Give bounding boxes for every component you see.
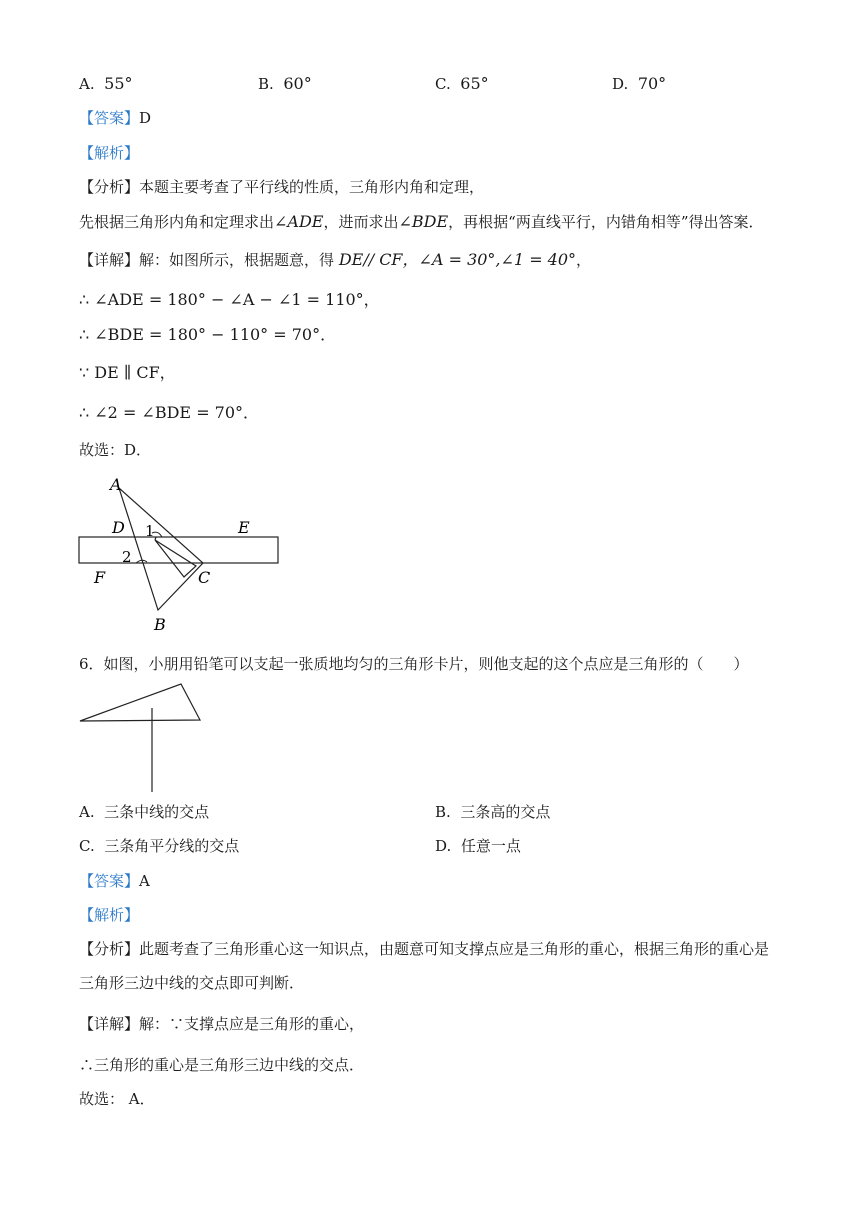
q5-option-b: B. 60° <box>258 74 312 93</box>
label-b: B <box>154 615 166 634</box>
q6-fenxi-line2: 三角形三边中线的交点即可判断． <box>79 974 305 992</box>
label-2: 2 <box>122 548 132 566</box>
q6-xiangjie: 【详解】解：∵支撑点应是三角形的重心， <box>79 1015 365 1033</box>
q6-option-a: A. 三条中线的交点 <box>79 803 210 821</box>
q5-option-c: C. 65° <box>435 74 489 93</box>
triangle-abc <box>119 488 203 610</box>
q5-step-2: ∴ ∠BDE = 180° − 110° = 70°． <box>79 325 337 344</box>
q6-option-d: D. 任意一点 <box>435 837 521 855</box>
q5-fenxi: 【分析】本题主要考查了平行线的性质，三角形内角和定理， <box>79 178 485 196</box>
q6-step-1: ∴三角形的重心是三角形三边中线的交点． <box>79 1056 365 1074</box>
q5-step-1: ∴ ∠ADE = 180° − ∠A − ∠1 = 110°， <box>79 290 380 309</box>
q5-step-4: ∴ ∠2 = ∠BDE = 70°． <box>79 403 260 422</box>
label-c: C <box>198 568 211 587</box>
q5-figure <box>70 470 290 640</box>
label-f: F <box>94 568 106 587</box>
q5-option-d: D. 70° <box>612 74 667 93</box>
q6-option-c: C. 三条角平分线的交点 <box>79 837 240 855</box>
q5-answer: 【答案】D <box>79 109 152 127</box>
q6-fenxi: 【分析】此题考查了三角形重心这一知识点，由题意可知支撑点应是三角形的重心，根据三角形的重心是 <box>79 940 770 958</box>
q5-fenxi-line2: 先根据三角形内角和定理求出∠ADE，进而求出∠BDE，再根据“两直线平行，内错角相等”得出答案． <box>79 212 764 231</box>
q5-option-a: A. 55° <box>79 74 133 93</box>
label-a: A <box>110 475 122 494</box>
q6-conclusion: 故选： A． <box>79 1090 155 1108</box>
q5-xiangjie: 【详解】解：如图所示，根据题意，得 DE// CF，∠A = 30°,∠1 = 40°， <box>79 250 592 269</box>
inner-triangle <box>155 540 196 577</box>
q5-analysis-tag: 【解析】 <box>79 144 140 162</box>
label-e: E <box>238 518 250 537</box>
label-d: D <box>112 518 125 537</box>
q6-analysis-tag: 【解析】 <box>79 906 140 924</box>
label-1: 1 <box>145 522 155 540</box>
q6-option-b: B. 三条高的交点 <box>435 803 551 821</box>
q5-step-3: ∵ DE ∥ CF， <box>79 363 176 382</box>
q6-figure <box>75 678 215 796</box>
q6-stem: 6．如图，小朋用铅笔可以支起一张质地均匀的三角形卡片，则他支起的这个点应是三角形的（ ） <box>79 655 749 673</box>
triangle-card <box>80 684 200 721</box>
q5-conclusion: 故选：D． <box>79 441 152 459</box>
q6-answer: 【答案】A <box>79 872 150 890</box>
